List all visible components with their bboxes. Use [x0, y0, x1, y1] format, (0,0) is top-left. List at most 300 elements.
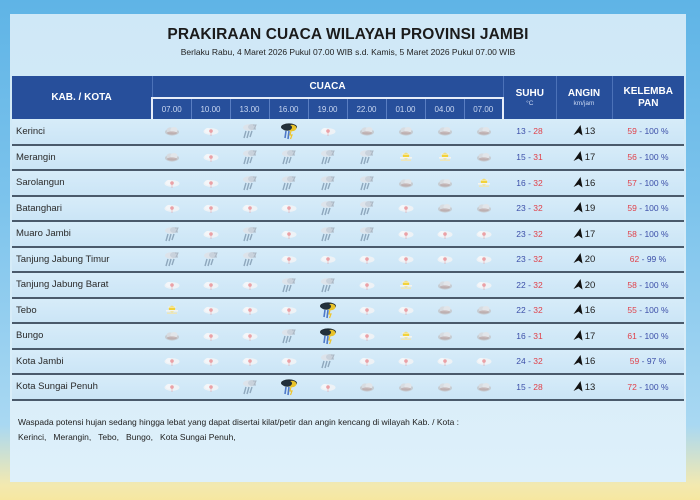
- partly-cloudy-icon: [161, 352, 183, 369]
- temp-max: 32: [533, 254, 543, 265]
- time-slot-header: 13.00: [230, 98, 269, 119]
- wind-direction-icon: [573, 229, 585, 240]
- wind-speed: [556, 170, 612, 196]
- partly-cloudy-icon: [200, 378, 222, 395]
- weather-cell: [464, 349, 503, 375]
- humidity-min: 55: [627, 305, 637, 316]
- weather-cell: [269, 349, 308, 375]
- weather-cell: [191, 247, 230, 273]
- partly-cloudy-icon: [434, 225, 456, 242]
- cloudy-icon: [395, 378, 417, 395]
- weather-cell: [269, 323, 308, 349]
- wind-speed: [556, 323, 612, 349]
- partly-cloudy-icon: [395, 225, 417, 242]
- weather-cell: [347, 272, 386, 298]
- weather-cell: [269, 247, 308, 273]
- weather-cell: [464, 170, 503, 196]
- temperature-range: 13 - 28: [503, 119, 556, 145]
- partly-cloudy-icon: [161, 276, 183, 293]
- humidity-max: 100 %: [644, 152, 669, 163]
- light-rain-icon: [317, 199, 339, 216]
- temp-min: 23: [516, 254, 526, 265]
- header-humidity-line1: KELEMBA: [623, 86, 673, 97]
- wind-value: 17: [584, 152, 596, 164]
- weather-cell: [347, 196, 386, 222]
- light-rain-icon: [239, 225, 261, 242]
- weather-cell: [152, 374, 191, 400]
- light-rain-icon: [239, 378, 261, 395]
- time-slot-header: 01.00: [386, 98, 425, 119]
- wind-speed: [556, 145, 612, 171]
- temp-max: 28: [533, 381, 543, 392]
- partly-cloudy-icon: [278, 352, 300, 369]
- thunderstorm-icon: [317, 327, 339, 344]
- haze-icon: [395, 327, 417, 344]
- temperature-range: 23 - 32: [503, 196, 556, 222]
- region-name: Tebo: [12, 298, 152, 324]
- partly-cloudy-icon: [395, 301, 417, 318]
- temp-max: 32: [533, 356, 543, 367]
- header-weather: CUACA: [152, 76, 503, 98]
- table-row: [12, 298, 684, 324]
- cloudy-icon: [356, 378, 378, 395]
- weather-cell: [425, 323, 464, 349]
- partly-cloudy-icon: [278, 225, 300, 242]
- light-rain-icon: [278, 327, 300, 344]
- wind-direction-icon: [573, 280, 585, 291]
- haze-icon: [434, 148, 456, 165]
- partly-cloudy-icon: [200, 174, 222, 191]
- partly-cloudy-icon: [317, 122, 339, 139]
- cloudy-icon: [473, 199, 495, 216]
- humidity-range: 72 - 100 %: [612, 374, 684, 400]
- wind-speed: [556, 196, 612, 222]
- weather-cell: [152, 349, 191, 375]
- table-row: [12, 247, 684, 273]
- humidity-max: 100 %: [644, 381, 669, 392]
- temperature-range: 16 - 31: [503, 323, 556, 349]
- weather-cell: [464, 298, 503, 324]
- weather-cell: [347, 349, 386, 375]
- partly-cloudy-icon: [200, 301, 222, 318]
- partly-cloudy-icon: [200, 199, 222, 216]
- weather-cell: [386, 196, 425, 222]
- weather-cell: [230, 145, 269, 171]
- partly-cloudy-icon: [473, 225, 495, 242]
- region-name: Kota Sungai Penuh: [12, 374, 152, 400]
- partly-cloudy-icon: [317, 250, 339, 267]
- weather-cell: [386, 374, 425, 400]
- weather-cell: [347, 374, 386, 400]
- validity-period: Berlaku Rabu, 4 Maret 2026 Pukul 07.00 WIB s.d. Kamis, 5 Maret 2026 Pukul 07.00 WIB: [180, 47, 516, 57]
- humidity-min: 72: [627, 381, 637, 392]
- weather-cell: [230, 298, 269, 324]
- humidity-range: 61 - 100 %: [612, 323, 684, 349]
- thunderstorm-icon: [317, 301, 339, 318]
- weather-cell: [152, 247, 191, 273]
- time-slot-header: 10.00: [191, 98, 230, 119]
- temp-max: 31: [533, 330, 543, 341]
- table-row: [12, 323, 684, 349]
- header-temperature-unit: °C: [526, 100, 534, 108]
- region-name: Bungo: [12, 323, 152, 349]
- region-name: Muaro Jambi: [12, 221, 152, 247]
- partly-cloudy-icon: [434, 250, 456, 267]
- wind-speed: [556, 221, 612, 247]
- light-rain-icon: [161, 225, 183, 242]
- humidity-min: 58: [627, 279, 637, 290]
- weather-cell: [425, 196, 464, 222]
- weather-cell: [269, 170, 308, 196]
- partly-cloudy-icon: [278, 301, 300, 318]
- temp-min: 23: [516, 228, 526, 239]
- weather-cell: [347, 119, 386, 145]
- weather-cell: [308, 170, 347, 196]
- region-name: Tanjung Jabung Timur: [12, 247, 152, 273]
- wind-speed: [556, 272, 612, 298]
- header-humidity: [612, 76, 684, 119]
- weather-cell: [464, 374, 503, 400]
- weather-cell: [464, 221, 503, 247]
- humidity-max: 100 %: [644, 126, 669, 137]
- weather-cell: [191, 272, 230, 298]
- header-humidity-line2: PAN: [638, 97, 659, 109]
- partly-cloudy-icon: [473, 276, 495, 293]
- partly-cloudy-icon: [239, 276, 261, 293]
- weather-cell: [347, 170, 386, 196]
- weather-cell: [425, 247, 464, 273]
- cloudy-icon: [434, 301, 456, 318]
- partly-cloudy-icon: [278, 199, 300, 216]
- weather-cell: [464, 247, 503, 273]
- wind-value: 17: [584, 330, 596, 342]
- temp-min: 22: [516, 279, 526, 290]
- weather-cell: [308, 298, 347, 324]
- humidity-range: 62 - 99 %: [612, 247, 684, 273]
- partly-cloudy-icon: [356, 301, 378, 318]
- weather-cell: [269, 374, 308, 400]
- weather-cell: [308, 323, 347, 349]
- weather-cell: [230, 349, 269, 375]
- weather-cell: [269, 196, 308, 222]
- partly-cloudy-icon: [200, 276, 222, 293]
- wind-value: 17: [584, 228, 596, 240]
- weather-cell: [191, 145, 230, 171]
- weather-cell: [152, 196, 191, 222]
- weather-cell: [230, 272, 269, 298]
- weather-cell: [269, 272, 308, 298]
- light-rain-icon: [356, 148, 378, 165]
- temperature-range: 22 - 32: [503, 272, 556, 298]
- region-name: Kota Jambi: [12, 349, 152, 375]
- weather-cell: [425, 221, 464, 247]
- weather-cell: [191, 323, 230, 349]
- weather-cell: [308, 196, 347, 222]
- partly-cloudy-icon: [356, 250, 378, 267]
- light-rain-icon: [161, 250, 183, 267]
- weather-cell: [308, 374, 347, 400]
- weather-cell: [308, 221, 347, 247]
- temperature-range: 23 - 32: [503, 247, 556, 273]
- partly-cloudy-icon: [239, 301, 261, 318]
- temperature-range: 15 - 28: [503, 374, 556, 400]
- weather-cell: [152, 298, 191, 324]
- wind-value: 13: [584, 381, 596, 393]
- partly-cloudy-icon: [356, 276, 378, 293]
- wind-value: 19: [584, 203, 596, 215]
- weather-cell: [230, 374, 269, 400]
- cloudy-icon: [434, 199, 456, 216]
- cloudy-icon: [473, 122, 495, 139]
- partly-cloudy-icon: [317, 378, 339, 395]
- weather-cell: [308, 272, 347, 298]
- partly-cloudy-icon: [356, 352, 378, 369]
- weather-cell: [152, 323, 191, 349]
- weather-cell: [269, 298, 308, 324]
- wind-direction-icon: [573, 356, 585, 367]
- wind-direction-icon: [573, 382, 585, 393]
- weather-cell: [152, 119, 191, 145]
- humidity-max: 97 %: [646, 356, 667, 367]
- partly-cloudy-icon: [239, 352, 261, 369]
- partly-cloudy-icon: [200, 122, 222, 139]
- temp-min: 13: [516, 126, 526, 137]
- weather-cell: [308, 145, 347, 171]
- weather-cell: [230, 247, 269, 273]
- temperature-range: 24 - 32: [503, 349, 556, 375]
- light-rain-icon: [317, 174, 339, 191]
- humidity-range: 56 - 100 %: [612, 145, 684, 171]
- temp-max: 32: [533, 177, 543, 188]
- light-rain-icon: [278, 276, 300, 293]
- weather-cell: [191, 374, 230, 400]
- humidity-range: 57 - 100 %: [612, 170, 684, 196]
- light-rain-icon: [239, 148, 261, 165]
- region-name: Batanghari: [12, 196, 152, 222]
- humidity-min: 62: [629, 254, 640, 265]
- partly-cloudy-icon: [395, 199, 417, 216]
- region-name: Tanjung Jabung Barat: [12, 272, 152, 298]
- weather-cell: [386, 323, 425, 349]
- table-row: [12, 170, 684, 196]
- table-row: [12, 349, 684, 375]
- partly-cloudy-icon: [161, 378, 183, 395]
- warning-note-line1: Waspada potensi hujan sedang hingga lebat yang dapat disertai kilat/petir dan angin kencang di wilayah Kab. / Kota :: [18, 417, 460, 427]
- humidity-range: 58 - 100 %: [612, 272, 684, 298]
- humidity-min: 58: [627, 228, 637, 239]
- light-rain-icon: [278, 148, 300, 165]
- light-rain-icon: [317, 148, 339, 165]
- weather-cell: [308, 247, 347, 273]
- wind-value: 20: [584, 279, 596, 291]
- haze-icon: [473, 174, 495, 191]
- temp-max: 28: [533, 126, 543, 137]
- light-rain-icon: [239, 122, 261, 139]
- header-temperature-label: SUHU: [515, 87, 544, 99]
- humidity-max: 100 %: [644, 203, 669, 214]
- weather-cell: [152, 221, 191, 247]
- humidity-range: 59 - 100 %: [612, 119, 684, 145]
- page-title: PRAKIRAAN CUACA WILAYAH PROVINSI JAMBI: [167, 26, 529, 43]
- weather-cell: [386, 145, 425, 171]
- humidity-max: 100 %: [644, 279, 669, 290]
- weather-cell: [230, 119, 269, 145]
- weather-cell: [269, 145, 308, 171]
- cloudy-icon: [473, 378, 495, 395]
- humidity-range: 59 - 100 %: [612, 196, 684, 222]
- weather-cell: [464, 323, 503, 349]
- humidity-range: 59 - 97 %: [612, 349, 684, 375]
- table-row: [12, 196, 684, 222]
- weather-cell: [386, 170, 425, 196]
- thunderstorm-icon: [278, 122, 300, 139]
- humidity-max: 99 %: [646, 254, 667, 265]
- table-row: [12, 145, 684, 171]
- temperature-range: 15 - 31: [503, 145, 556, 171]
- wind-direction-icon: [573, 203, 585, 214]
- cloudy-icon: [473, 327, 495, 344]
- wind-speed: [556, 247, 612, 273]
- light-rain-icon: [239, 250, 261, 267]
- humidity-min: 57: [627, 177, 637, 188]
- temp-max: 32: [533, 203, 543, 214]
- weather-cell: [308, 119, 347, 145]
- partly-cloudy-icon: [200, 225, 222, 242]
- time-slot-header: 16.00: [269, 98, 308, 119]
- cloudy-icon: [161, 148, 183, 165]
- time-slot-header: 07.00: [464, 98, 503, 119]
- wind-value: 16: [584, 177, 596, 189]
- cloudy-icon: [473, 301, 495, 318]
- cloudy-icon: [434, 174, 456, 191]
- weather-cell: [230, 196, 269, 222]
- humidity-min: 59: [627, 203, 637, 214]
- cloudy-icon: [434, 327, 456, 344]
- weather-cell: [425, 374, 464, 400]
- weather-cell: [347, 323, 386, 349]
- light-rain-icon: [200, 250, 222, 267]
- forecast-rows: [12, 119, 684, 400]
- cloudy-icon: [356, 122, 378, 139]
- thunderstorm-icon: [278, 378, 300, 395]
- cloudy-icon: [395, 174, 417, 191]
- light-rain-icon: [317, 352, 339, 369]
- weather-cell: [152, 170, 191, 196]
- partly-cloudy-icon: [395, 250, 417, 267]
- weather-cell: [347, 145, 386, 171]
- cloudy-icon: [161, 122, 183, 139]
- partly-cloudy-icon: [200, 148, 222, 165]
- weather-cell: [191, 170, 230, 196]
- temperature-range: 23 - 32: [503, 221, 556, 247]
- temp-min: 22: [516, 305, 526, 316]
- temp-max: 31: [533, 152, 543, 163]
- weather-cell: [347, 298, 386, 324]
- partly-cloudy-icon: [200, 352, 222, 369]
- wind-speed: [556, 119, 612, 145]
- humidity-min: 59: [629, 356, 640, 367]
- wind-direction-icon: [573, 126, 585, 137]
- partly-cloudy-icon: [239, 199, 261, 216]
- light-rain-icon: [356, 225, 378, 242]
- temp-min: 23: [516, 203, 526, 214]
- humidity-min: 61: [627, 330, 637, 341]
- time-slot-header: 04.00: [425, 98, 464, 119]
- time-slot-header: 22.00: [347, 98, 386, 119]
- weather-cell: [425, 298, 464, 324]
- haze-icon: [395, 276, 417, 293]
- light-rain-icon: [317, 225, 339, 242]
- wind-direction-icon: [573, 254, 585, 265]
- partly-cloudy-icon: [161, 199, 183, 216]
- weather-cell: [191, 196, 230, 222]
- partly-cloudy-icon: [161, 174, 183, 191]
- cloudy-icon: [434, 378, 456, 395]
- table-row: [12, 272, 684, 298]
- weather-cell: [347, 221, 386, 247]
- cloudy-icon: [161, 327, 183, 344]
- temperature-range: 22 - 32: [503, 298, 556, 324]
- haze-icon: [395, 148, 417, 165]
- wind-value: 16: [584, 356, 596, 368]
- temp-min: 16: [516, 177, 526, 188]
- warning-note-line2: Kerinci, Merangin, Tebo, Bungo, Kota Sungai Penuh,: [18, 432, 236, 442]
- weather-cell: [230, 323, 269, 349]
- temp-max: 32: [533, 228, 543, 239]
- weather-cell: [152, 145, 191, 171]
- forecast-table: [12, 76, 684, 401]
- weather-cell: [230, 170, 269, 196]
- weather-cell: [425, 349, 464, 375]
- weather-cell: [191, 221, 230, 247]
- light-rain-icon: [356, 174, 378, 191]
- weather-cell: [386, 119, 425, 145]
- weather-cell: [386, 247, 425, 273]
- light-rain-icon: [278, 174, 300, 191]
- weather-cell: [230, 221, 269, 247]
- temp-max: 32: [533, 279, 543, 290]
- weather-cell: [386, 298, 425, 324]
- cloudy-icon: [434, 276, 456, 293]
- haze-icon: [161, 301, 183, 318]
- humidity-min: 56: [627, 152, 637, 163]
- weather-cell: [386, 349, 425, 375]
- partly-cloudy-icon: [239, 327, 261, 344]
- weather-cell: [386, 272, 425, 298]
- weather-cell: [386, 221, 425, 247]
- header-region: KAB. / KOTA: [12, 76, 152, 119]
- cloudy-icon: [473, 148, 495, 165]
- wind-value: 16: [584, 305, 596, 317]
- cloudy-icon: [434, 122, 456, 139]
- header-wind-unit: km/jam: [573, 100, 595, 108]
- table-row: [12, 221, 684, 247]
- wind-speed: [556, 349, 612, 375]
- weather-cell: [464, 119, 503, 145]
- weather-cell: [269, 119, 308, 145]
- table-row: [12, 119, 684, 145]
- temperature-range: 16 - 32: [503, 170, 556, 196]
- humidity-max: 100 %: [644, 305, 669, 316]
- partly-cloudy-icon: [395, 352, 417, 369]
- light-rain-icon: [317, 276, 339, 293]
- weather-cell: [191, 119, 230, 145]
- region-name: Merangin: [12, 145, 152, 171]
- time-slot-header: 19.00: [308, 98, 347, 119]
- partly-cloudy-icon: [473, 352, 495, 369]
- wind-direction-icon: [573, 305, 585, 316]
- partly-cloudy-icon: [434, 352, 456, 369]
